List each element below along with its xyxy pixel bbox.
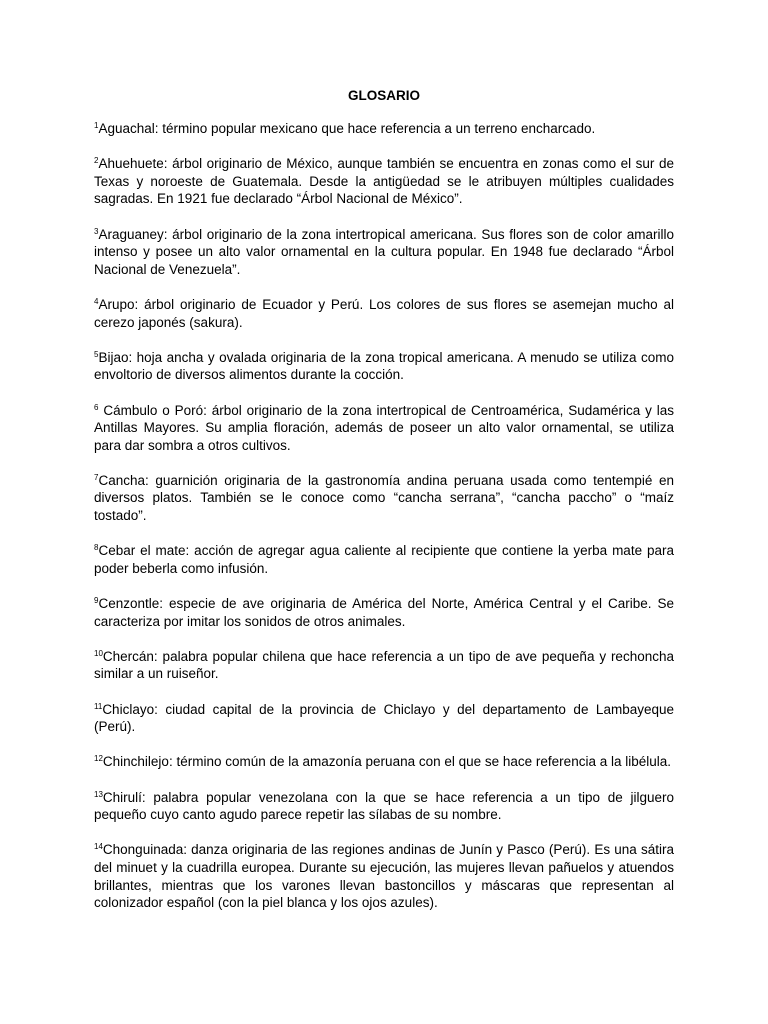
- footnote-number: 7: [94, 472, 99, 482]
- footnote-number: 3: [94, 226, 99, 236]
- glossary-entry: [94, 402, 674, 455]
- glossary-entry: [94, 349, 674, 384]
- footnote-number: 8: [94, 543, 99, 553]
- entry-text: Chercán: palabra popular chilena que hace referencia a un tipo de ave pequeña y rechoncha similar a un ruiseñor.: [94, 648, 674, 682]
- footnote-number: 12: [94, 754, 103, 764]
- entry-text: Chiclayo: ciudad capital de la provincia de Chiclayo y del departamento de Lambayeque (Perú).: [94, 701, 674, 735]
- glossary-entry: [94, 120, 674, 138]
- footnote-number: 6: [94, 402, 99, 412]
- footnote-number: 5: [94, 349, 99, 359]
- glossary-entry: [94, 789, 674, 824]
- footnote-number: 4: [94, 296, 99, 306]
- glossary-entry: [94, 648, 674, 683]
- glossary-entry: [94, 472, 674, 525]
- entry-text: Araguaney: árbol originario de la zona intertropical americana. Sus flores son de color amarillo intenso y posee un alto valor ornamental en la cultura popular. En 1948 fue declarado “Árbol Nacional de Venezuela”.: [94, 226, 674, 277]
- glossary-entry: [94, 753, 674, 771]
- footnote-number: 9: [94, 596, 99, 606]
- entry-text: Cámbulo o Poró: árbol originario de la zona intertropical de Centroamérica, Sudamérica y las Antillas Mayores. Su amplia floración, además de poseer un alto valor ornamental, se utiliza para dar sombra a otros cultivos.: [94, 402, 674, 453]
- footnote-number: 2: [94, 156, 99, 166]
- glossary-entry: [94, 595, 674, 630]
- footnote-number: 13: [94, 789, 103, 799]
- entry-text: Cebar el mate: acción de agregar agua caliente al recipiente que contiene la yerba mate para poder beberla como infusión.: [94, 543, 674, 576]
- page-title: GLOSARIO: [347, 88, 420, 103]
- glossary-entry: [94, 226, 674, 279]
- entry-text: Cancha: guarnición originaria de la gastronomía andina peruana usada como tentempié en diversos platos. También se le conoce como “cancha serrana”, “cancha paccho” o “maíz tostado”.: [94, 472, 674, 524]
- footnote-number: 10: [94, 648, 103, 658]
- footnote-number: 1: [94, 121, 99, 130]
- entry-text: Bijao: hoja ancha y ovalada originaria de la zona tropical americana. A menudo se utiliza como envoltorio de diversos alimentos durante la cocción.: [94, 349, 674, 383]
- entry-text: Arupo: árbol originario de Ecuador y Perú. Los colores de sus flores se asemejan mucho al cerezo japonés (sakura).: [94, 296, 674, 330]
- glossary-list: [94, 120, 674, 912]
- glossary-entry: [94, 542, 674, 577]
- glossary-entry: [94, 701, 674, 736]
- entry-text: Cenzontle: especie de ave originaria de América del Norte, América Central y el Caribe. Se caracteriza por imitar los sonidos de otros animales.: [94, 596, 674, 629]
- entry-text: Ahuehuete: árbol originario de México, aunque también se encuentra en zonas como el sur de Texas y noroeste de Guatemala. Desde la antigüedad se le atribuyen múltiples cualidades sagradas. En 1921 fue declarado “Árbol Nacional de México”.: [94, 156, 674, 207]
- entry-text: Aguachal: término popular mexicano que hace referencia a un terreno encharcado.: [98, 121, 596, 136]
- glossary-entry: [94, 841, 674, 911]
- entry-text: Chonguinada: danza originaria de las regiones andinas de Junín y Pasco (Perú). Es una sátira del minuet y la cuadrilla europea. Durante su ejecución, las mujeres llevan pañuelos y atuendos brillantes, mientras que los varones llevan bastoncillos y máscaras que representan al colonizador español (con la piel blanca y los ojos azules).: [94, 842, 674, 911]
- footnote-number: 14: [94, 842, 103, 852]
- glossary-entry: [94, 155, 674, 208]
- glossary-entry: [94, 296, 674, 331]
- entry-text: Chirulí: palabra popular venezolana con la que se hace referencia a un tipo de jilguero pequeño cuyo canto agudo parece repetir las sílabas de su nombre.: [94, 789, 674, 823]
- footnote-number: 11: [94, 701, 103, 711]
- entry-text: Chinchilejo: término común de la amazonía peruana con el que se hace referencia a la libélula.: [102, 754, 672, 770]
